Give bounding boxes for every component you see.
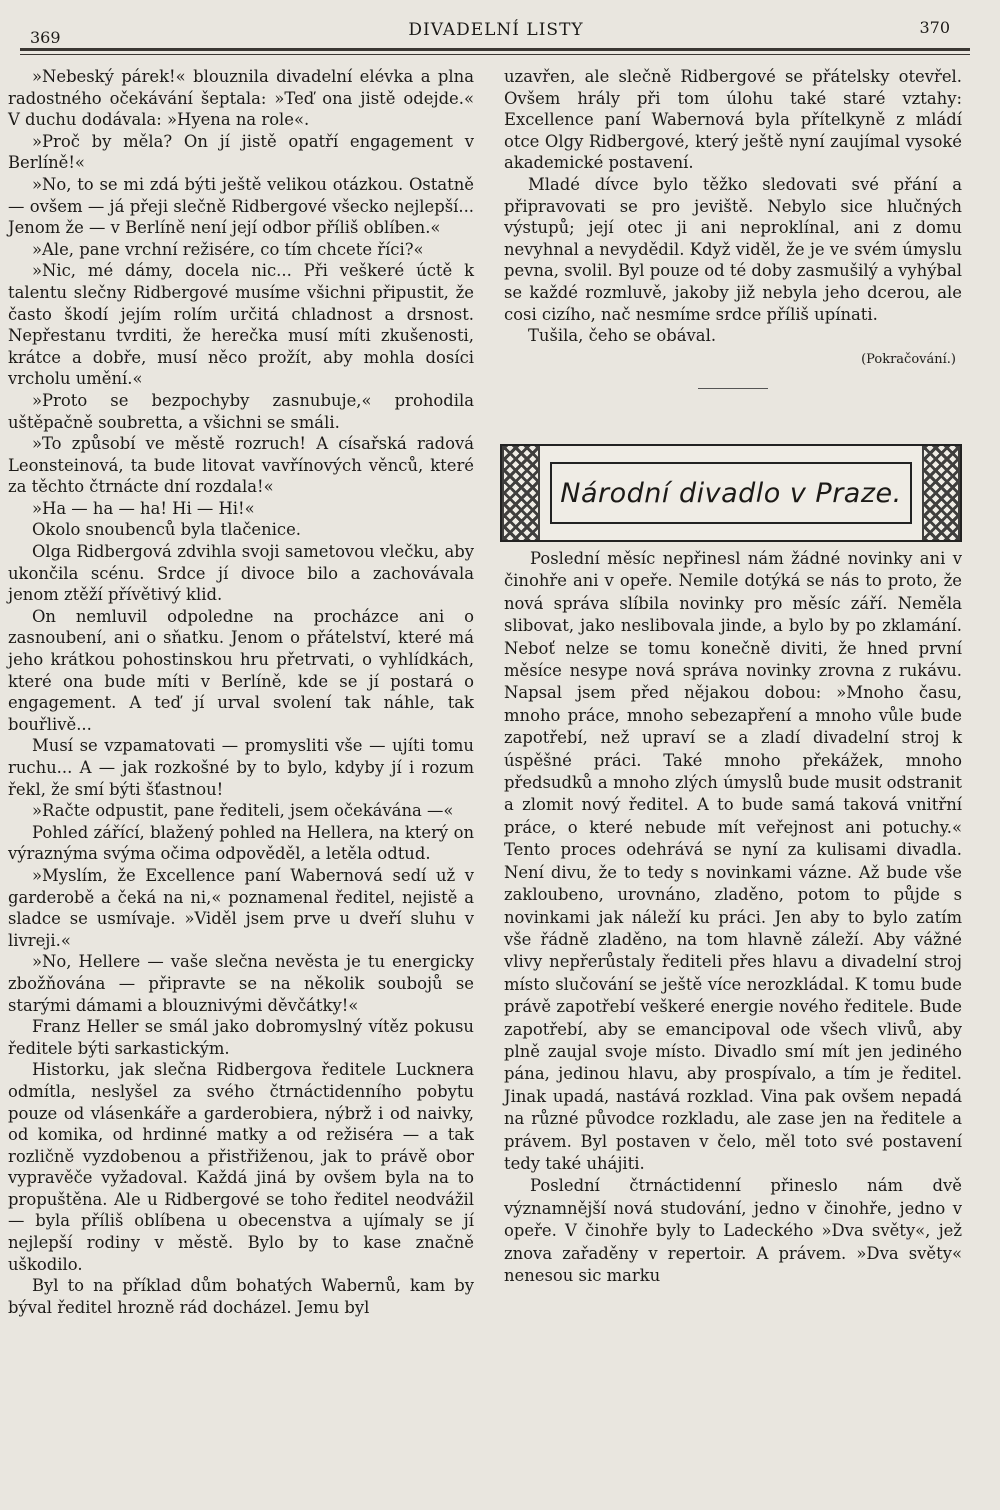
paragraph: Franz Heller se smál jako dobromyslný vítěz pokusu ředitele býti sarkastickým.	[8, 1017, 474, 1058]
paragraph: »To způsobí ve městě rozruch! A císařská radová Leonsteinová, ta bude litovat vavřínových věnců, které za těchto čtrnácte dní rozdala!«	[8, 434, 474, 497]
paragraph: Poslední čtrnáctidenní přineslo nám dvě významnější nová studování, jedno v činohře, jedno v opeře. V činohře byly to Ladeckého »Dva světy«, jež znova zařaděny v repertoir. A právem. »Dva světy« nenesou sic marku	[504, 1176, 962, 1285]
continued-note: (Pokračování.)	[861, 351, 956, 367]
paragraph: Tušila, čeho se obával.	[528, 326, 717, 346]
header-rule-thin	[20, 54, 970, 55]
paragraph: Historku, jak slečna Ridbergova ředitele Lucknera odmítla, neslyšel za svého čtrnáctidenního pobytu pouze od vlásenkáře a garderobiera, nýbrž i od naivky, od komika, od hrdinné matky a od režiséra — a tak rozličně vyzdobenou a přistřiženou, jak to právě obor vypravěče vyžadoval. Každá jiná by ovšem byla na to propuštěna. Ale u Ridbergové se toho ředitel neodvážil — byla příliš oblíbena u obecenstva a ujímaly se jí nejlepší rodiny v městě. Bylo by to kase značně uškodilo.	[8, 1060, 474, 1274]
paragraph: »Myslím, že Excellence paní Wabernová sedí už v garderobě a čeká na ni,« poznamenal ředitel, nejistě a sladce se usmívaje. »Viděl jsem prve u dveří sluhu v livreji.«	[8, 865, 474, 950]
paragraph: »Račte odpustit, pane řediteli, jsem očekávána —«	[32, 801, 454, 821]
paragraph: »Proč by měla? On jí jistě opatří engagement v Berlíně!«	[8, 131, 474, 173]
ornament-left-icon	[502, 446, 540, 540]
paragraph: Okolo snoubenců byla tlačenice.	[32, 520, 301, 540]
paragraph: Mladé dívce bylo těžko sledovati své přání a připravovati se pro jeviště. Nebylo sice hlučných výstupů; její otec ji ani neproklínal, ani z domu nevyhnal a nevydědil. Když viděl, že je ve svém úmyslu pevna, svolil. Byl pouze od té doby zasmušilý a vyhýbal se každé rozmluvě, jakoby již nebyla jeho dcerou, ale cosi cizího, nač nesmíme srdce příliš upínati.	[504, 174, 962, 324]
paragraph: »Proto se bezpochyby zasnubuje,« prohodila uštěpačně soubretta, a všichni se smáli.	[8, 390, 474, 432]
section-banner	[500, 444, 962, 542]
paragraph: Musí se vzpamatovati — promysliti vše — ujíti tomu ruchu... A — jak rozkošné by to bylo, kdyby jí i rozum řekl, že smí býti šťastnou!	[8, 736, 474, 799]
paragraph: »Ha — ha — ha! Hi — Hi!«	[32, 498, 255, 518]
page-header	[22, 12, 970, 46]
page-number-left: 369	[30, 28, 61, 47]
paragraph: »No, Hellere — vaše slečna nevěsta je tu energicky zbožňována — připravte se na několik soubojů se starými dámami a blouznivými děvčátky!«	[8, 952, 474, 1015]
paragraph: Pohled zářící, blažený pohled na Hellera, na který on výraznýma svýma očima odpověděl, a letěla odtud.	[8, 822, 474, 864]
paragraph: Olga Ridbergová zdvihla svoji sametovou vlečku, aby ukončila scénu. Srdce jí divoce bilo a zachovávala jenom ztěží přívětivý klid.	[8, 542, 474, 605]
paragraph: »No, to se mi zdá býti ještě velikou otázkou. Ostatně — ovšem — já přeji slečně Ridbergové všecko nejlepší... Jenom že — v Berlíně není její odbor příliš oblíben.«	[8, 174, 474, 238]
paragraph: Byl to na příklad dům bohatých Wabernů, kam by býval ředitel hrozně rád docházel. Jemu byl	[8, 1276, 474, 1317]
paragraph: Poslední měsíc nepřinesl nám žádné novinky ani v činohře ani v opeře. Nemile dotýká se nás to proto, že nová správa slíbila novinky pro měsíc září. Neměla slibovat, jako neslibovala jinde, a bylo by po zklamání. Neboť nelze se tomu konečně diviti, že hned první měsíce nesype nová správa novinky zrovna z rukávu. Napsal jsem před nějakou dobou: »Mnoho času, mnoho práce, mnoho sebezapření a mnoho vůle bude zapotřebí, než upraví se a zladí divadelní stroj k úspěšné práci. Také mnoho překážek, mnoho předsudků a mnoho zlých úmyslů bude musit odstranit a zlomit nový ředitel. A to bude samá taková vnitřní práce, o které nebude mít veřejnost ani potuchy.« Tento proces odehrává se nyní za kulisami divadla. Není divu, že to tedy s novinkami vázne. Až bude vše zakloubeno, urovnáno, zladěno, potom to půjde s novinkami jak náleží ku práci. Jen aby to bylo zatím vše řádně zladěno, na tom hlavně záleží. Aby vážné vlivy nepřerůstaly řediteli přes hlavu a divadelní stroj místo slučování se ještě více nerozkládal. K tomu bude právě zapotřebí veškeré energie nového ředitele. Bude zapotřebí, aby se emancipoval ode všech vlivů, aby plně zaujal svoje místo. Divadlo smí mít jen jediného pána, jedinou hlavu, aby prospívalo, a tím je ředitel. Jinak upadá, nastává rozklad. Vina pak ovšem nepadá na různé původce rozkladu, ale zase jen na ředitele a právem. Byl postaven v čelo, měl toto své postavení tedy také uhájiti.	[504, 549, 962, 1173]
paragraph: On nemluvil odpoledne na procházce ani o zasnoubení, ani o sňatku. Jenom o přátelství, které má jeho krátkou pohostinskou hru přetrvati, o vyhlídkách, které ona bude míti v Berlíně, kde se jí postará o engagement. A teď jí urval svolení tak náhle, tak bouřlivě...	[8, 606, 474, 734]
paragraph: »Ale, pane vrchní režisére, co tím chcete říci?«	[32, 239, 424, 259]
paragraph: »Nebeský párek!« blouznila divadelní elévka a plna radostného očekávání šeptala: »Teď ona jistě odejde.« V duchu dodávala: »Hyena na role«.	[8, 67, 474, 130]
paragraph: »Nic, mé dámy, docela nic... Při veškeré úctě k talentu slečny Ridbergové musíme všichni připustit, že často škodí jejím rolím určitá chladnost a drsnost. Nepřestanu tvrditi, že herečka musí míti zkušenosti, krátce a dobře, musí něco prožít, aby mohla dosíci vrcholu umění.«	[8, 261, 474, 389]
section-title: Národní divadlo v Praze.	[550, 462, 912, 524]
right-column-top	[504, 66, 962, 407]
section-divider	[698, 388, 768, 389]
paragraph: uzavřen, ale slečně Ridbergové se přátelsky otevřel. Ovšem hrály při tom úlohu také staré vztahy: Excellence paní Wabernová byla přítelkyně z mládí otce Olgy Ridbergové, který ještě nyní zaujímal vysoké akademické postavení.	[504, 67, 962, 173]
ornament-right-icon	[922, 446, 960, 540]
running-title: DIVADELNÍ LISTY	[408, 20, 584, 40]
article-body	[504, 548, 962, 1287]
page-number-right: 370	[919, 18, 950, 37]
header-rule-thick	[20, 48, 970, 51]
left-column	[8, 66, 474, 1494]
